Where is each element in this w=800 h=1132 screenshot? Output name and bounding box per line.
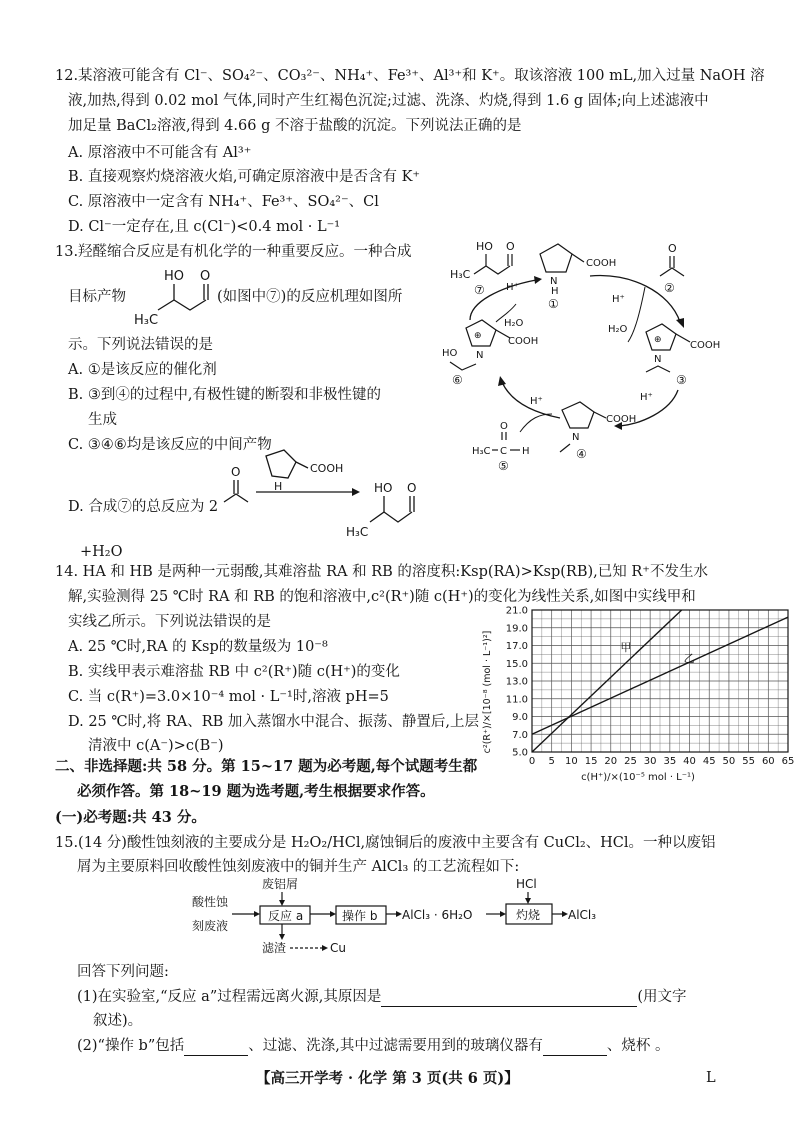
cycle-s5-o: O [500,421,508,432]
q14-stem-line2: 解,实验测得 25 ℃时 RA 和 RB 的饱和溶液中,c²(R⁺)随 c(H⁺)的变化为线性关系,如图中实线甲和 [68,589,696,605]
q13-option-b-line1: B. ③到④的过程中,有极性键的断裂和非极性键的 [68,387,381,403]
cycle-s3-cooh: COOH [690,340,721,351]
cycle-s1-h: H [551,286,559,297]
flow-cu-label: Cu [330,941,346,955]
chart-x-tick: 45 [702,756,716,767]
q14-option-a: A. 25 ℃时,RA 的 Ksp的数量级为 10⁻⁸ [68,639,328,655]
q14-stem-line3: 实线乙所示。下列说法错误的是 [68,614,271,630]
cycle-s6-n: N [476,350,484,361]
q13-stem-line1: 13.羟醛缩合反应是有机化学的一种重要反应。一种合成 [55,244,412,260]
chart-x-tick: 40 [683,756,696,767]
chart-y-tick: 17.0 [505,641,528,652]
cycle-s7-ho: HO [476,240,493,253]
mol-h3c-label: H₃C [134,313,159,328]
chart-y-tick: 7.0 [512,729,528,741]
cycle-s4-cooh: COOH [606,414,637,425]
chart-x-tick: 55 [742,756,755,767]
cycle-s4-n: N [572,432,580,443]
cycle-hplus-bottom: H⁺ [530,396,543,407]
chart-x-tick: 60 [761,756,775,767]
chart-y-tick: 11.0 [505,694,528,706]
cycle-label-2: ② [664,281,675,295]
product-o-label: O [407,481,417,495]
cycle-s6-ho: HO [442,348,458,359]
cycle-s3-plus: ⊕ [654,335,662,345]
section2-header-line1: 二、非选择题:共 58 分。第 15~17 题为必考题,每个试题考生都 [55,758,478,775]
cycle-label-3: ③ [676,373,687,387]
q15-sub2-prompt: (2)“操作 b”包括 [77,1038,185,1054]
acetone-o-label: O [231,465,241,479]
chart-x-tick: 5 [548,756,555,767]
q15-sub2-blank2[interactable] [543,1040,607,1056]
q15-sub2-middle: 、过滤、洗涤,其中过滤需要用到的玻璃仪器有 [248,1038,543,1054]
flow-reaction-label: 反应 a [268,909,304,923]
product-h3c-label: H₃C [346,525,369,539]
cycle-s2-o: O [668,242,677,255]
product-ho-label: HO [374,481,393,495]
chart-series-label: 甲 [620,640,632,654]
q15-answer-intro: 回答下列问题: [77,964,169,980]
cycle-h2o-left: H₂O [504,318,524,329]
q12-stem-line1: 12.某溶液可能含有 Cl⁻、SO₄²⁻、CO₃²⁻、NH₄⁺、Fe³⁺、Al³⁺和 K⁺。取该溶液 100 mL,加入过量 NaOH 溶 [55,68,765,84]
q15-sub2-blank1[interactable] [184,1040,248,1056]
flow-residue-label: 滤渣 [262,941,287,955]
q13-option-a: A. ①是该反应的催化剂 [68,362,217,378]
process-flow-diagram [190,870,610,960]
q15-sub1-line2: 叙述)。 [93,1013,143,1029]
catalyst-nh-label: H [274,480,283,493]
chart-y-tick: 19.0 [505,623,528,635]
chart-x-tick: 10 [565,756,578,767]
cycle-s5-h: H [522,446,530,457]
chart-y-tick: 13.0 [505,676,528,688]
cycle-label-1: ① [548,297,559,311]
q13-option-d-tail: +H₂O [80,544,123,560]
cycle-h2o-right: H₂O [608,324,628,335]
chart-y-tick: 15.0 [505,658,528,670]
cycle-label-4: ④ [576,447,587,461]
section2-header-line2: 必须作答。第 18~19 题为选考题,考生根据要求作答。 [77,783,435,800]
cycle-label-7: ⑦ [474,283,485,297]
cycle-s3-n: N [654,354,662,365]
chart-x-tick: 0 [528,756,536,767]
chart-series-label: 乙 [683,651,695,665]
chart-x-axis-label: c(H⁺)/×(10⁻⁵ mol · L⁻¹) [581,772,695,783]
q12-option-d: D. Cl⁻一定存在,且 c(Cl⁻)<0.4 mol · L⁻¹ [68,219,341,235]
cycle-s7-o: O [506,240,515,253]
cycle-s1-cooh: COOH [586,258,617,269]
cycle-label-6: ⑥ [452,373,463,387]
ksp-line-chart [476,600,796,790]
chart-x-tick: 35 [663,756,677,767]
q12-option-c: C. 原溶液中一定含有 NH₄⁺、Fe³⁺、SO₄²⁻、Cl [68,194,379,210]
target-product-molecule [130,262,220,332]
q13-target-label: 目标产物 [68,289,126,305]
q15-sub1-blank[interactable] [381,991,637,1007]
q14-option-d-line2: 清液中 c(A⁻)>c(B⁻) [88,738,224,754]
cycle-hplus-top-left: H⁺ [506,282,519,293]
q13-stem-line3: 示。下列说法错误的是 [68,337,213,353]
q15-sub1-note: (用文字 [637,989,687,1005]
q12-stem-line3: 加足量 BaCl₂溶液,得到 4.66 g 不溶于盐酸的沉淀。下列说法正确的是 [68,118,522,134]
chart-y-tick: 21.0 [505,605,528,617]
flow-op-label: 操作 b [342,909,378,923]
catalyst-cooh-label: COOH [310,462,344,475]
cycle-s6-cooh: COOH [508,336,539,347]
q12-option-a: A. 原溶液中不可能含有 Al³⁺ [68,145,252,161]
q14-stem-line1: 14. HA 和 HB 是两种一元弱酸,其难溶盐 RA 和 RB 的溶度积:Ksp(RA)>Ksp(RB),已知 R⁺不发生水 [55,564,708,580]
chart-y-axis-label: c²(R⁺)/×[10⁻⁸ (mol · L⁻¹)²] [482,630,493,754]
q12-stem-line2: 液,加热,得到 0.02 mol 气体,同时产生红褐色沉淀;过滤、洗涤、灼烧,得到 1.6 g 固体;向上述滤液中 [68,93,709,109]
q13-target-suffix: (如图中⑦)的反应机理如图所 [217,289,403,305]
q12-option-b: B. 直接观察灼烧溶液火焰,可确定原溶液中是否含有 K⁺ [68,169,421,185]
flow-product-label: AlCl₃ [568,908,597,922]
q13-option-d: D. 合成⑦的总反应为 2 [68,499,219,515]
chart-x-tick: 25 [624,756,637,767]
chart-x-tick: 65 [781,756,795,767]
mol-o-label: O [200,269,211,284]
chart-y-tick: 9.0 [512,712,528,723]
section2-part1: (一)必考题:共 43 分。 [55,809,206,826]
flow-hcl-label: HCl [516,877,537,891]
cycle-label-5: ⑤ [498,459,509,473]
mol-ho-label: HO [164,269,185,284]
q14-option-c: C. 当 c(R⁺)=3.0×10⁻⁴ mol · L⁻¹时,溶液 pH=5 [68,689,389,705]
q13-total-reaction [222,450,452,540]
q13-option-b-line2: 生成 [88,412,117,428]
q15-sub1-prompt: (1)在实验室,“反应 a”过程需远离火源,其原因是 [77,989,382,1005]
page-footer: 【高三开学考 · 化学 第 3 页(共 6 页)】 [256,1070,519,1087]
flow-feed-line2: 刻废液 [192,919,229,933]
q15-sub1-line1 [77,987,687,1007]
flow-hydrate-label: AlCl₃ · 6H₂O [402,908,473,922]
q14-option-d-line1: D. 25 ℃时,将 RA、RB 加入蒸馏水中混合、振荡、静置后,上层 [68,714,480,730]
chart-y-tick: 5.0 [512,747,528,759]
catalytic-cycle-diagram [440,232,740,472]
cycle-s7-h3c: H₃C [450,268,471,281]
cycle-hplus-right: H⁺ [640,392,653,403]
chart-x-tick: 20 [604,756,618,767]
cycle-s6-plus: ⊕ [474,331,482,341]
chart-x-tick: 15 [584,756,598,767]
flow-feed-line1: 酸性蚀 [192,895,229,909]
q13-option-c: C. ③④⑥均是该反应的中间产物 [68,437,272,453]
q15-sub2-tail: 、烧杯 。 [606,1038,670,1054]
q15-sub2-line [77,1036,669,1056]
cycle-hplus-top-right: H⁺ [612,294,625,305]
flow-scrap-label: 废铝屑 [262,877,299,891]
q15-stem-line1: 15.(14 分)酸性蚀刻液的主要成分是 H₂O₂/HCl,腐蚀铜后的废液中主要含有 CuCl₂、HCl。一种以废铝 [55,835,716,851]
chart-x-tick: 50 [722,756,736,767]
cycle-s5-h3c: H₃C [472,446,491,457]
cycle-s5-c: C [500,446,507,457]
cycle-s1-n: N [550,276,558,287]
chart-x-tick: 30 [643,756,657,767]
q15-stem-line2: 屑为主要原料回收酸性蚀刻废液中的铜并生产 AlCl₃ 的工艺流程如下: [77,859,520,875]
q14-option-b: B. 实线甲表示难溶盐 RB 中 c²(R⁺)随 c(H⁺)的变化 [68,664,400,680]
footer-mark: L [706,1070,716,1086]
flow-burn-label: 灼烧 [516,908,541,922]
